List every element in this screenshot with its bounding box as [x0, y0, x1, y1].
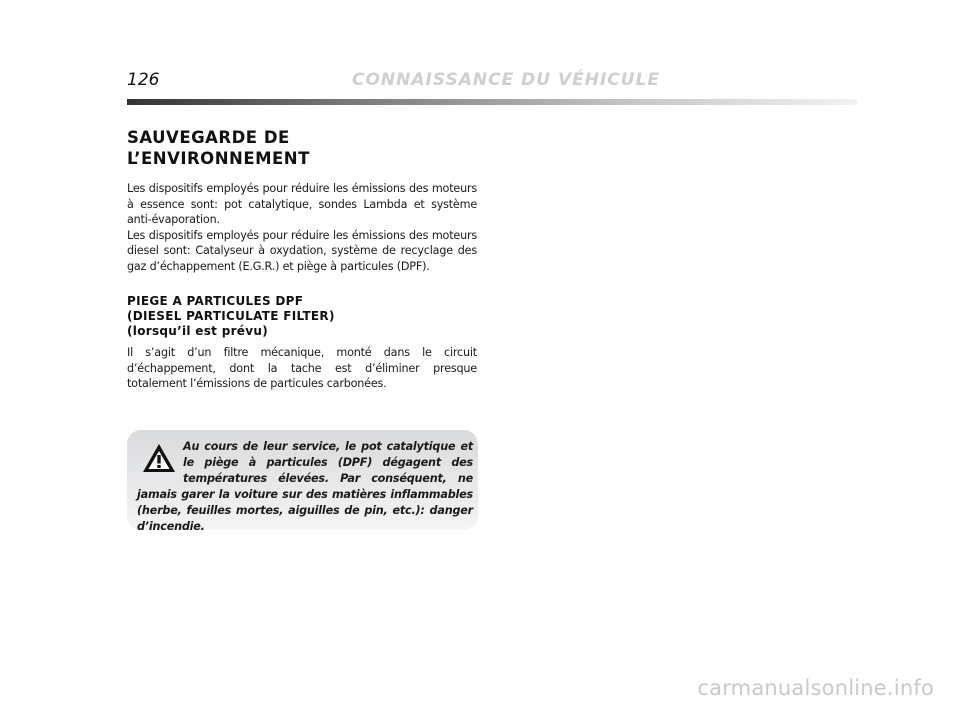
page-number: 126 — [127, 70, 160, 90]
subsection-heading-line1: PIEGE A PARTICULES DPF — [127, 294, 304, 308]
main-content — [127, 127, 477, 392]
section-title-line2: L’ENVIRONNEMENT — [127, 149, 310, 168]
paragraph-petrol: Les dispositifs employés pour réduire les émissions des moteurs à essence sont: pot catalytique, sondes Lambda et système anti-évaporation. — [127, 182, 477, 226]
paragraph-dpf: Il s’agit d’un filtre mécanique, monté dans le circuit d’échappement, dont la tache est d’éliminer presque totalement l’émissions de particules carbonées. — [127, 346, 477, 390]
warning-text: Au cours de leur service, le pot catalytique et le piège à particules (DPF) dégagent des températures élevées. Par conséquent, ne jamais garer la voiture sur des matières inflammables (herbe, feuilles mortes, aiguilles de pin, etc.): danger d’incendie. — [137, 440, 473, 533]
paragraph-diesel: Les dispositifs employés pour réduire les émissions des moteurs diesel sont: Catalyseur à oxydation, système de recyclage des gaz d’échappement (E.G.R.) et piège à particules (DPF). — [127, 228, 477, 273]
subsection-heading — [127, 294, 477, 339]
subsection-heading-line3: (lorsqu’il est prévu) — [127, 324, 268, 338]
section-title — [127, 127, 477, 169]
section-title-line1: SAUVEGARDE DE — [127, 128, 290, 147]
watermark: carmanualsonline.info — [697, 676, 934, 700]
warning-box — [127, 430, 478, 533]
subsection-heading-line2: (DIESEL PARTICULATE FILTER) — [127, 309, 335, 323]
running-header: CONNAISSANCE DU VÉHICULE — [352, 70, 661, 90]
header-rule — [127, 99, 857, 105]
